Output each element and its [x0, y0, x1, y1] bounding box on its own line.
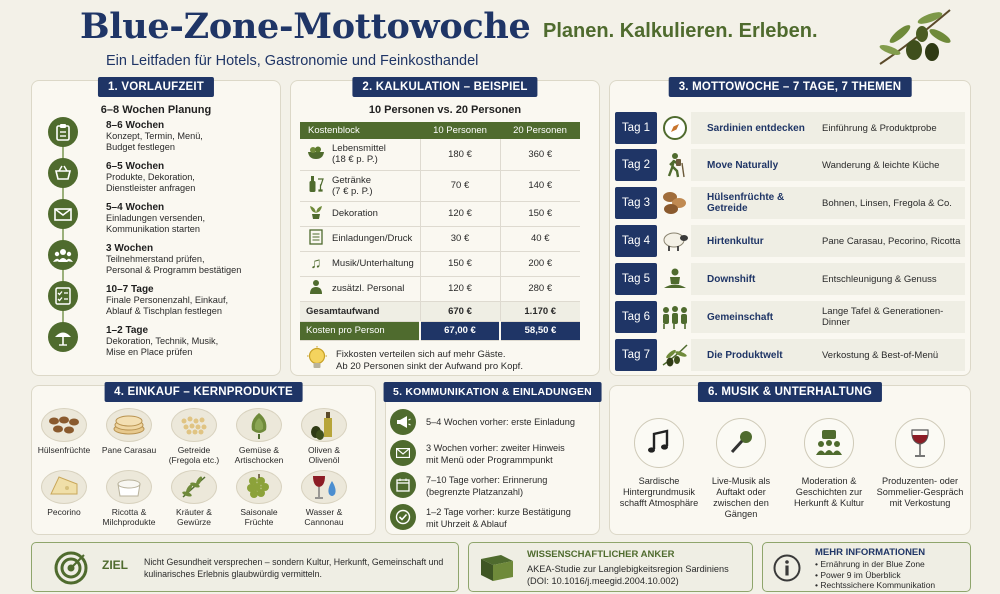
legumes-icon [41, 408, 87, 442]
person-icon [306, 279, 326, 298]
envelope-icon [48, 199, 78, 229]
music-note-icon: ♫ [310, 255, 322, 272]
panel-title: 2. KALKULATION – BEISPIEL [352, 77, 537, 97]
page-title: Blue-Zone-Mottowoche [80, 6, 531, 47]
target-icon [54, 551, 88, 585]
day-tag: Tag 6 [615, 301, 657, 333]
per-person-row [300, 321, 580, 340]
science-box [468, 542, 753, 592]
info-list [815, 559, 935, 591]
cost-label: Getränke [332, 174, 372, 186]
cost-value: 280 € [500, 276, 580, 301]
day-name: Die Produktwelt [691, 339, 816, 371]
flatbread-icon [106, 408, 152, 442]
total-value: 1.170 € [500, 301, 580, 321]
basket-icon [48, 158, 78, 188]
day-row [615, 149, 965, 181]
day-row [615, 225, 965, 257]
day-description: Pane Carasau, Pecorino, Ricotta [816, 225, 965, 257]
day-row [615, 263, 965, 295]
calculation-note: Fixkosten verteilen sich auf mehr Gäste. Ab 20 Personen sinkt der Aufwand pro Kopf. [336, 349, 523, 372]
megaphone-icon [390, 409, 416, 435]
document-icon [306, 229, 326, 248]
umbrella-icon [48, 322, 78, 352]
timeline-step: 3 Wochen Teilnehmerstand prüfen, Personal & Programm bestätigen [106, 243, 242, 275]
timeline-step: 10–7 Tage Finale Personenzahl, Einkauf, Ablauf & Tischplan festlegen [106, 284, 229, 316]
day-row [615, 339, 965, 371]
panel-title: 1. VORLAUFZEIT [98, 77, 214, 97]
cost-value: 40 € [500, 226, 580, 251]
product-item: Ricotta & Milchprodukte [98, 470, 160, 527]
wine-glass-icon [895, 418, 945, 468]
cheese-icon [41, 470, 87, 504]
product-item: Gemüse & Artischocken [228, 408, 290, 465]
music-item: Produzenten- oder Sommelier-Gespräch mit Verkostung [872, 418, 968, 509]
table-row [300, 226, 580, 251]
science-text: AKEA-Studie zur Langlebigkeitsregion Sardiniens (DOI: 10.1016/j.meegid.2004.10.002) [527, 564, 729, 586]
sheep-icon [661, 227, 689, 255]
page-subtitle: Ein Leitfaden für Hotels, Gastronomie und Feinkosthandel [106, 53, 479, 69]
product-item: Getreide (Fregola etc.) [163, 408, 225, 465]
book-icon [479, 553, 515, 583]
cost-table [300, 122, 580, 341]
olive-branch-icon [870, 4, 956, 70]
day-row [615, 112, 965, 144]
product-item: Hülsenfrüchte [33, 408, 95, 455]
calendar-icon [390, 472, 416, 498]
product-item: Pecorino [33, 470, 95, 517]
column-header: Kostenblock [300, 122, 420, 139]
panel-title: 5. KOMMUNIKATION & EINLADUNGEN [383, 382, 602, 402]
meditation-icon [661, 265, 689, 293]
total-label: Gesamtaufwand [300, 301, 420, 321]
day-description: Wanderung & leichte Küche [816, 149, 965, 181]
timeline-step: 6–5 Wochen Produkte, Dekoration, Dienstleister anfragen [106, 161, 196, 193]
cost-value: 200 € [500, 251, 580, 276]
day-tag: Tag 2 [615, 149, 657, 181]
cost-value: 120 € [420, 276, 500, 301]
day-name: Move Naturally [691, 149, 816, 181]
product-item: Wasser & Cannonau [293, 470, 355, 527]
total-row [300, 301, 580, 321]
plant-icon [306, 204, 326, 223]
ricotta-icon [106, 470, 152, 504]
mail-icon [390, 440, 416, 466]
product-item: Kräuter & Gewürze [163, 470, 225, 527]
clipboard-icon [48, 117, 78, 147]
per-person-value: 58,50 € [500, 321, 580, 340]
table-row [300, 139, 580, 170]
lightbulb-icon [306, 346, 328, 372]
cost-value: 180 € [420, 139, 500, 170]
wine-water-icon [301, 470, 347, 504]
day-description: Entschleunigung & Genuss [816, 263, 965, 295]
table-row [300, 170, 580, 201]
product-item: Oliven & Olivenöl [293, 408, 355, 465]
music-item: Moderation & Geschichten zur Herkunft & Kultur [784, 418, 874, 509]
music-item: Live-Musik als Auftakt oder zwischen den Gängen [696, 418, 786, 520]
cost-value: 30 € [420, 226, 500, 251]
cost-label-detail: (7 € p. P.) [332, 185, 373, 197]
day-description: Lange Tafel & Generationen-Dinner [816, 301, 965, 333]
per-person-value: 67,00 € [420, 321, 500, 340]
timeline-step: 1–2 Tage Dekoration, Technik, Musik, Mise en Place prüfen [106, 325, 219, 357]
day-description: Einführung & Produktprobe [816, 112, 965, 144]
goal-label: ZIEL [102, 558, 128, 572]
community-icon [661, 303, 689, 331]
info-title: MEHR INFORMATIONEN [815, 547, 926, 558]
panel-subtitle: 6–8 Wochen Planung [100, 104, 212, 116]
info-box [762, 542, 971, 592]
check-circle-icon [390, 504, 416, 530]
cost-value: 150 € [420, 251, 500, 276]
goal-box [31, 542, 459, 592]
day-tag: Tag 7 [615, 339, 657, 371]
cost-label: Einladungen/Druck [332, 233, 413, 245]
day-description: Verkostung & Best-of-Menü [816, 339, 965, 371]
column-header: 20 Personen [500, 122, 580, 139]
grapes-icon [236, 470, 282, 504]
olive-branch-icon [661, 341, 689, 369]
checklist-icon [48, 281, 78, 311]
day-name: Hirtenkultur [691, 225, 816, 257]
cost-label: Musik/Unterhaltung [332, 258, 414, 270]
cost-value: 150 € [500, 201, 580, 226]
music-item: Sardische Hintergrundmusik schafft Atmosphäre [614, 418, 704, 509]
salad-bowl-icon [306, 146, 326, 163]
cost-value: 140 € [500, 170, 580, 201]
info-link[interactable]: • Power 9 im Überblick [815, 569, 901, 580]
product-item: Pane Carasau [98, 408, 160, 455]
day-name: Sardinien entdecken [691, 112, 816, 144]
day-name: Downshift [691, 263, 816, 295]
panel-subtitle: 10 Personen vs. 20 Personen [368, 104, 522, 116]
cost-value: 120 € [420, 201, 500, 226]
cost-label-detail: (18 € p. P.) [332, 154, 378, 166]
microphone-icon [716, 418, 766, 468]
cost-value: 70 € [420, 170, 500, 201]
day-name: Hülsenfrüchte & Getreide [691, 187, 816, 219]
tagline: Planen. Kalkulieren. Erleben. [543, 20, 818, 42]
day-tag: Tag 3 [615, 187, 657, 219]
cost-label: Dekoration [332, 208, 378, 220]
cost-value: 360 € [500, 139, 580, 170]
column-header: 10 Personen [420, 122, 500, 139]
wine-bottle-icon [306, 175, 326, 196]
panel-title: 3. MOTTOWOCHE – 7 TAGE, 7 THEMEN [669, 77, 912, 97]
goal-text: Nicht Gesundheit versprechen – sondern Kultur, Herkunft, Gemeinschaft und kulinarisches Erlebnis glaubwürdig vermitteln. [144, 557, 444, 579]
table-header [300, 122, 580, 139]
panel-title: 4. EINKAUF – KERNPRODUKTE [104, 382, 303, 402]
day-tag: Tag 4 [615, 225, 657, 257]
table-row [300, 276, 580, 301]
total-value: 670 € [420, 301, 500, 321]
timeline-step: 5–4 Wochen Einladungen versenden, Kommunikation starten [106, 202, 206, 234]
artichoke-icon [236, 408, 282, 442]
day-description: Bohnen, Linsen, Fregola & Co. [816, 187, 965, 219]
per-person-label: Kosten pro Person [300, 321, 420, 340]
table-row [300, 251, 580, 276]
info-link[interactable]: • Rechtssichere Kommunikation [815, 580, 936, 590]
day-row [615, 187, 965, 219]
compass-icon [661, 114, 689, 142]
timeline-step: 8–6 Wochen Konzept, Termin, Menü, Budget festlegen [106, 120, 203, 152]
day-tag: Tag 5 [615, 263, 657, 295]
product-item: Saisonale Früchte [228, 470, 290, 527]
people-icon [48, 240, 78, 270]
day-name: Gemeinschaft [691, 301, 816, 333]
music-notes-icon [634, 418, 684, 468]
beans-icon [661, 189, 689, 217]
cost-label: Lebensmittel [332, 143, 386, 155]
olive-oil-icon [301, 408, 347, 442]
panel-title: 6. MUSIK & UNTERHALTUNG [698, 382, 882, 402]
table-row [300, 201, 580, 226]
info-icon [773, 554, 801, 582]
science-title: WISSENSCHAFTLICHER ANKER [527, 549, 675, 560]
day-row [615, 301, 965, 333]
cost-label: zusätzl. Personal [332, 283, 405, 295]
info-link[interactable]: • Ernährung in der Blue Zone [815, 559, 925, 569]
speech-group-icon [804, 418, 854, 468]
hiker-icon [661, 151, 689, 179]
grain-icon [171, 408, 217, 442]
herbs-icon [171, 470, 217, 504]
day-tag: Tag 1 [615, 112, 657, 144]
